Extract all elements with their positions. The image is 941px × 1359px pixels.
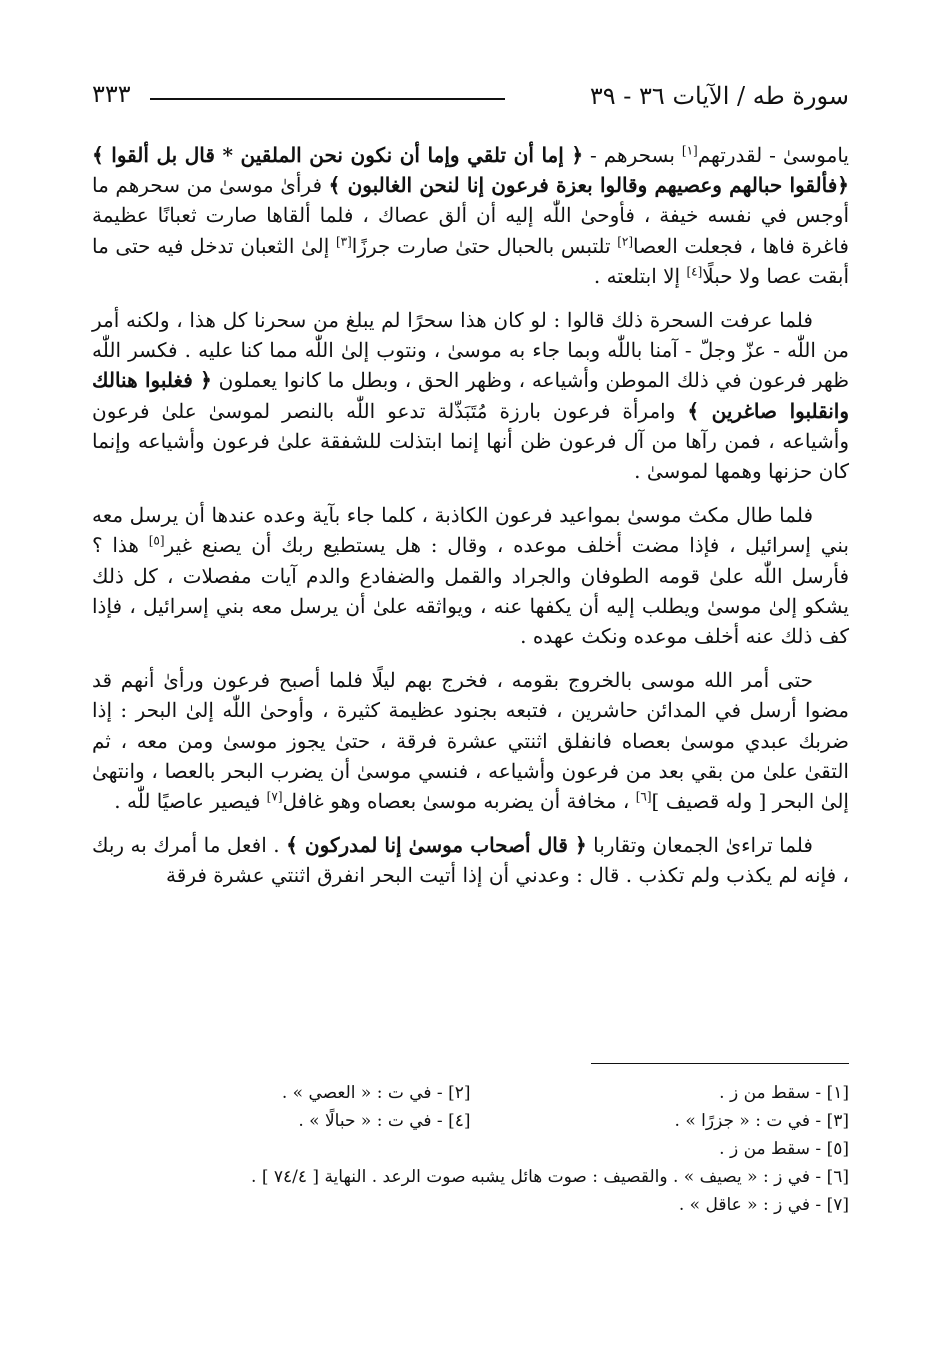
footnote-row (92, 1079, 849, 1107)
text-segment: . افعل ما أمرك به ربك ، فإنه لم يكذب ولم تكذب . قال : وعدني أن إذا أتيت البحر انفرق اثنتي عشرة فرقة (92, 833, 849, 888)
text-segment: حتى أمر الله موسى بالخروج بقومه ، فخرج بهم ليلًا فلما أصبح فرعون ورأىٰ أنهم قد مضوا أرسل في المدائن حاشرين ، فتبعه بجنود عظيمة كثيرة ، وأوحىٰ اللّٰه إلىٰ البحر : إذا ضربك عبدي موسىٰ بعصاه فانفلق اثنتي عشرة فرقة ، حتىٰ يجوز موسىٰ ومن معه ، ثم التقىٰ علىٰ من بقي بعد من فرعون وأشياعه ، فنسي موسىٰ أن يضرب البحر بالعصا ، وانتهىٰ إلىٰ البحر [ وله قصيف ] (92, 668, 849, 814)
footnote-row (92, 1191, 849, 1219)
text-segment: وامرأة فرعون بارزة مُتَبَذّلة تدعو اللّٰه بالنصر لموسىٰ علىٰ فرعون وأشياعه ، فمن رآها من آل فرعون ظن أنها إنما ابتذلت للشفقة علىٰ فرعون وأشياعه وإنما كان حزنها وهمها لموسىٰ . (92, 398, 849, 484)
text-segment: فيصير عاصيًا للّٰه . (114, 789, 267, 814)
footnote: [٧] - في ز : « عاقل » . (678, 1195, 849, 1215)
footnotes (92, 1079, 849, 1219)
quran-quote: ﴿ فغلبوا هنالك وانقلبوا صاغرين ﴾ (92, 368, 850, 423)
footnote-separator (591, 1063, 849, 1064)
paragraph (92, 305, 849, 486)
text-segment: ياموسىٰ - لقدرتهم (697, 143, 849, 167)
text-segment: تلتبس بالحبال حتىٰ صارت جرزًا (351, 233, 618, 258)
paragraph (92, 140, 849, 291)
footnote: [٥] - سقط من ز . (719, 1139, 849, 1159)
paragraph (92, 665, 849, 816)
footnote-reference: [٧] (266, 789, 283, 804)
paragraph (92, 830, 849, 890)
page-number: ٣٣٣ (92, 80, 131, 108)
footnote: [٢] - في ت : « العصي » . (281, 1083, 471, 1103)
footnote-row (92, 1163, 849, 1191)
text-segment: هذا ؟ فأرسل اللّٰه علىٰ قومه الطوفان والجراد والقمل والضفادع والدم آيات مفصلات ، كل ذلك يشكو إلىٰ موسىٰ ويطلب إليه أن يكفها عنه ، ويواثقه علىٰ أن يرسل معه بني إسرائيل ، فإذا كف ذلك عنه أخلف موعده ونكث عهده . (92, 533, 849, 649)
footnote: [٤] - في ت : « حبالًا » . (298, 1111, 471, 1131)
text-segment: ، مخافة أن يضربه موسىٰ بعصاه وهو غافل (282, 789, 636, 814)
quran-quote: ﴿ قال أصحاب موسىٰ إنا لمدركون ﴾ (286, 833, 587, 858)
footnote-reference: [٦] (635, 789, 652, 804)
footnote-row (92, 1107, 849, 1135)
footnote: [١] - سقط من ز . (719, 1083, 849, 1103)
footnote-reference: [١] (681, 143, 698, 158)
text-segment: فلما عرفت السحرة ذلك قالوا : لو كان هذا سحرًا لم يبلغ من سحرنا كل هذا ، ولكنه أمر من اللّٰه - عزّ وجلّ - آمنا باللّٰه وبما جاء به موسىٰ ، ونتوب إلىٰ اللّٰه مما كنا عليه . فكسر اللّٰه ظهر فرعون في ذلك الموطن وأشياعه ، وظهر الحق ، وبطل ما كانوا يعملون (92, 308, 849, 393)
text-segment: فرأىٰ موسىٰ من سحرهم ما أوجس في نفسه خيفة ، فأوحىٰ اللّٰه إليه أن ألق عصاك ، فلما ألقاها صارت ثعبانًا عظيمة فاغرة فاها ، فجعلت العصا (92, 173, 849, 258)
text-segment: إلىٰ الثعبان تدخل فيه حتى ما أبقت عصا ولا حبلًا (92, 233, 849, 288)
footnote: [٦] - في ز : « يصيف » . والقصيف : صوت هائل يشبه صوت الرعد . النهاية [ ٧٤/٤ ] . (251, 1167, 849, 1187)
footnote-reference: [٤] (686, 264, 703, 279)
paragraph (92, 500, 849, 651)
footnote-reference: [٥] (148, 533, 165, 548)
text-segment: فلما طال مكث موسىٰ بمواعيد فرعون الكاذبة ، كلما جاء بآية وعده عندها أن يرسل معه بني إسرائيل ، فإذا مضت أخلف موعده ، وقال : هل يستطيع ربك أن يصنع غير (92, 503, 849, 558)
quran-quote: ﴿ إما أن تلقي وإما أن نكون نحن الملقين * قال بل ألقوا ﴾ ﴿فألقوا حبالهم وعصيهم وقالوا بعزة فرعون إنا لنحن الغالبون ﴾ (92, 143, 849, 198)
text-segment: إلا ابتلعته . (593, 263, 687, 288)
main-text (92, 140, 849, 891)
footnote-row (92, 1135, 849, 1163)
running-title: سورة طه / الآيات ٣٦ - ٣٩ (589, 82, 849, 110)
text-segment: بسحرهم - (583, 143, 682, 167)
text-segment: فلما تراءىٰ الجمعان وتقاربا (586, 833, 813, 858)
footnote-reference: [٣] (335, 233, 352, 248)
footnote-reference: [٢] (617, 233, 634, 248)
page-header (92, 78, 849, 118)
header-rule (150, 98, 505, 100)
footnote: [٣] - في ت : « جزرًا » . (674, 1111, 849, 1131)
